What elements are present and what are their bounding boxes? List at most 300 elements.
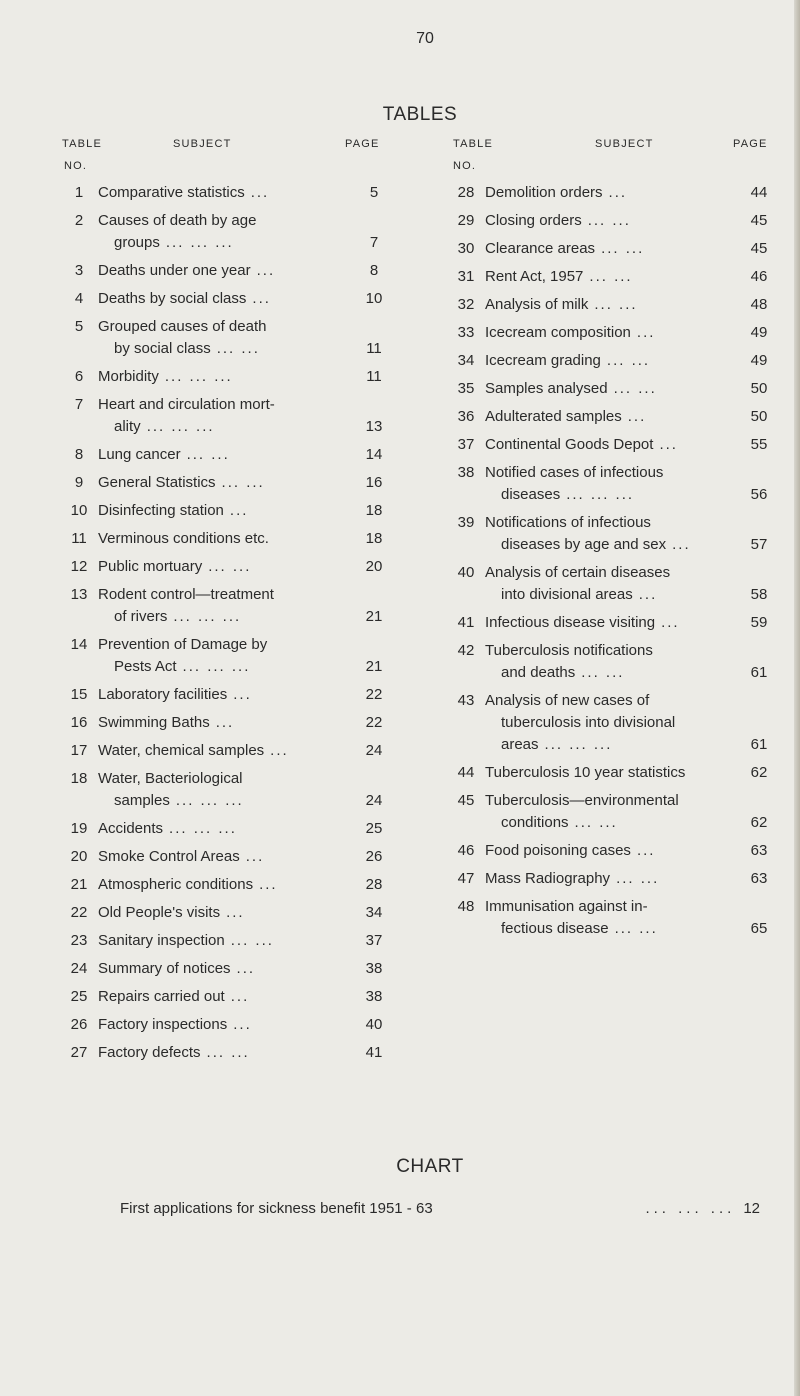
table-subject [485, 762, 743, 784]
subject-line [98, 288, 352, 310]
subject-line [485, 762, 737, 784]
subject-line [485, 406, 737, 428]
subject-line [98, 260, 352, 282]
table-page-number: 45 [750, 212, 768, 229]
leader-dots: ... ... [606, 352, 651, 369]
table-page-number: 28 [365, 876, 383, 893]
subject-line [98, 394, 352, 416]
subject-text: General Statistics [98, 474, 216, 491]
table-number: 4 [74, 290, 84, 307]
subject-text: diseases [501, 486, 561, 503]
table-entry [60, 930, 390, 952]
table-subject [485, 210, 743, 232]
table-entry [60, 874, 390, 896]
subject-text: Rent Act, 1957 [485, 268, 584, 285]
leader-dots: ... [659, 436, 678, 453]
subject-text: and deaths [501, 664, 576, 681]
subject-line [98, 472, 352, 494]
table-entry [60, 210, 390, 254]
page-edge [794, 0, 800, 1396]
leader-dots: ... [638, 586, 658, 603]
subject-text: Closing orders [485, 212, 582, 229]
table-subject [98, 930, 358, 952]
header-table: TABLE [62, 138, 103, 150]
table-entry [447, 378, 775, 400]
subject-line [98, 528, 352, 550]
leader-dots: ... [672, 536, 691, 553]
subject-line [485, 812, 737, 834]
leader-dots: ... ... [613, 380, 657, 397]
table-number: 34 [457, 352, 475, 369]
subject-line [98, 1042, 352, 1064]
table-subject [98, 584, 358, 628]
table-subject [485, 378, 743, 400]
table-number: 18 [70, 770, 88, 787]
table-page-number: 61 [750, 736, 768, 753]
table-number: 28 [457, 184, 475, 201]
table-subject [485, 896, 743, 940]
table-number: 6 [74, 368, 84, 385]
chart-entry-dots: ... ... ... [645, 1200, 736, 1217]
page-number: 70 [416, 30, 434, 47]
subject-line [485, 712, 737, 734]
subject-text: Samples analysed [485, 380, 608, 397]
table-page-number: 37 [365, 932, 383, 949]
table-entry [447, 612, 775, 634]
leader-dots: ... [661, 614, 680, 631]
table-page-number: 48 [750, 296, 768, 313]
table-number: 15 [70, 686, 88, 703]
table-page-number: 11 [366, 368, 382, 385]
table-number: 13 [70, 586, 88, 603]
table-number: 7 [74, 396, 84, 413]
table-page-number: 16 [365, 474, 383, 491]
subject-line [485, 918, 737, 940]
subject-text: Grouped causes of death [98, 318, 267, 335]
table-subject [485, 790, 743, 834]
table-subject [485, 182, 743, 204]
leader-dots: ... [270, 742, 289, 759]
subject-text: diseases by age and sex [501, 536, 667, 553]
table-number: 30 [457, 240, 475, 257]
table-number: 44 [457, 764, 475, 781]
subject-text: Repairs carried out [98, 988, 225, 1005]
table-subject [485, 294, 743, 316]
subject-text: fectious disease [501, 920, 609, 937]
subject-text: Analysis of new cases of [485, 692, 650, 709]
table-subject [485, 266, 743, 288]
subject-line [485, 790, 737, 812]
table-number: 1 [74, 184, 84, 201]
table-number: 9 [74, 474, 84, 491]
leader-dots: ... [226, 904, 245, 921]
table-number: 10 [70, 502, 88, 519]
table-page-number: 44 [750, 184, 768, 201]
table-page-number: 55 [750, 436, 768, 453]
subject-line [485, 210, 737, 232]
subject-line [485, 462, 737, 484]
leader-dots: ... ... [587, 212, 631, 229]
table-page-number: 56 [750, 486, 768, 503]
table-page-number: 11 [366, 340, 382, 357]
subject-text: Continental Goods Depot [485, 436, 654, 453]
subject-line [485, 238, 737, 260]
subject-text: Disinfecting station [98, 502, 224, 519]
table-page-number: 25 [365, 820, 383, 837]
leader-dots: ... ... [589, 268, 633, 285]
leader-dots: ... [230, 988, 250, 1005]
table-number: 37 [457, 436, 475, 453]
leader-dots: ... ... [208, 558, 252, 575]
leader-dots: ... [252, 290, 271, 307]
table-number: 8 [74, 446, 84, 463]
table-number: 20 [70, 848, 88, 865]
subject-text: Morbidity [98, 368, 159, 385]
table-subject [98, 556, 358, 578]
subject-line [98, 500, 352, 522]
table-page-number: 63 [750, 842, 768, 859]
subject-line [98, 656, 352, 678]
table-entry [447, 210, 775, 232]
leader-dots: ... ... [206, 1044, 250, 1061]
subject-line [98, 556, 352, 578]
subject-line [98, 366, 352, 388]
subject-text: ality [114, 418, 141, 435]
table-subject [98, 684, 358, 706]
subject-line [98, 634, 352, 656]
subject-line [98, 740, 352, 762]
table-number: 17 [70, 742, 88, 759]
leader-dots: ... [256, 262, 276, 279]
table-subject [485, 612, 743, 634]
table-entry [60, 288, 390, 310]
subject-text: by social class [114, 340, 211, 357]
leader-dots: ... ... [574, 814, 618, 831]
table-number: 36 [457, 408, 475, 425]
subject-text: Verminous conditions etc. [98, 530, 269, 547]
table-number: 38 [457, 464, 475, 481]
leader-dots: ... [636, 324, 656, 341]
leader-dots: ... ... [581, 664, 625, 681]
table-subject [98, 528, 358, 550]
subject-text: Analysis of certain diseases [485, 564, 671, 581]
table-subject [485, 462, 743, 506]
subject-line [98, 712, 352, 734]
table-subject [98, 634, 358, 678]
table-number: 11 [71, 530, 87, 547]
subject-text: Notifications of infectious [485, 514, 651, 531]
table-entry [60, 444, 390, 466]
table-page-number: 13 [365, 418, 383, 435]
subject-text: Deaths under one year [98, 262, 251, 279]
table-entry [60, 818, 390, 840]
table-entry [60, 366, 390, 388]
table-subject [98, 260, 358, 282]
subject-line [485, 294, 737, 316]
table-number: 32 [457, 296, 475, 313]
subject-text: Sanitary inspection [98, 932, 225, 949]
subject-text: Rodent control—treatment [98, 586, 274, 603]
subject-text: Water, chemical samples [98, 742, 265, 759]
subject-text: Lung cancer [98, 446, 181, 463]
subject-line [98, 684, 352, 706]
subject-line [485, 182, 737, 204]
table-entry [447, 690, 775, 756]
table-subject [98, 316, 358, 360]
subject-line [98, 986, 352, 1008]
subject-line [485, 512, 737, 534]
table-number: 14 [70, 636, 88, 653]
table-entry [60, 472, 390, 494]
table-entry [447, 640, 775, 684]
table-subject [485, 434, 743, 456]
header-page: PAGE [733, 138, 768, 150]
subject-line [485, 584, 737, 606]
leader-dots: ... ... ... [544, 736, 613, 753]
table-number: 12 [70, 558, 88, 575]
table-entry [447, 266, 775, 288]
table-entry [60, 316, 390, 360]
table-subject [98, 768, 358, 812]
table-subject [98, 366, 358, 388]
table-page-number: 21 [365, 608, 383, 625]
table-number: 5 [74, 318, 84, 335]
header-subject: SUBJECT [173, 138, 232, 150]
table-page-number: 57 [750, 536, 768, 553]
subject-text: Infectious disease visiting [485, 614, 656, 631]
subject-text: Public mortuary [98, 558, 203, 575]
table-number: 19 [70, 820, 88, 837]
subject-text: Tuberculosis notifications [485, 642, 653, 659]
subject-line [485, 690, 737, 712]
leader-dots: ... ... ... [164, 368, 233, 385]
table-page-number: 7 [369, 234, 379, 251]
header-no: NO. [453, 160, 477, 172]
table-page-number: 49 [750, 324, 768, 341]
table-page-number: 10 [365, 290, 383, 307]
subject-line [98, 316, 352, 338]
subject-line [485, 896, 737, 918]
table-number: 21 [70, 876, 88, 893]
table-entry [60, 986, 390, 1008]
subject-line [485, 640, 737, 662]
table-entry [60, 528, 390, 550]
table-entry [447, 762, 775, 784]
table-subject [485, 868, 743, 890]
leader-dots: ... ... [216, 340, 260, 357]
leader-dots: ... ... [230, 932, 274, 949]
table-page-number: 22 [365, 714, 383, 731]
column-header-row-2 [447, 160, 775, 182]
table-page-number: 22 [365, 686, 383, 703]
table-page-number: 38 [365, 988, 383, 1005]
leader-dots: ... [627, 408, 647, 425]
table-page-number: 18 [365, 530, 383, 547]
table-subject [485, 350, 743, 372]
tables-column-left [60, 138, 390, 1070]
table-entry [447, 896, 775, 940]
subject-text: Deaths by social class [98, 290, 247, 307]
subject-line [98, 584, 352, 606]
table-subject [98, 958, 358, 980]
table-number: 39 [457, 514, 475, 531]
subject-text: Factory defects [98, 1044, 201, 1061]
table-page-number: 65 [750, 920, 768, 937]
table-subject [98, 740, 358, 762]
leader-dots: ... ... [594, 296, 638, 313]
column-header-row [60, 138, 390, 160]
subject-text: Prevention of Damage by [98, 636, 268, 653]
subject-text: tuberculosis into divisional [501, 714, 676, 731]
leader-dots: ... [229, 502, 249, 519]
subject-line [485, 534, 737, 556]
subject-text: Smoke Control Areas [98, 848, 240, 865]
subject-text: Factory inspections [98, 1016, 228, 1033]
table-number: 3 [74, 262, 84, 279]
table-subject [98, 846, 358, 868]
tables-heading: TABLES [382, 104, 458, 125]
table-entry [447, 238, 775, 260]
subject-line [98, 1014, 352, 1036]
table-subject [485, 238, 743, 260]
subject-text: Icecream composition [485, 324, 631, 341]
subject-text: into divisional areas [501, 586, 633, 603]
subject-line [98, 902, 352, 924]
leader-dots: ... ... ... [165, 234, 234, 251]
table-page-number: 21 [365, 658, 383, 675]
leader-dots: ... ... [614, 920, 658, 937]
table-entry [60, 500, 390, 522]
subject-line [485, 434, 737, 456]
subject-line [485, 350, 737, 372]
column-header-row [447, 138, 775, 160]
chart-entry-text: First applications for sickness benefit 1951 - 63 [120, 1200, 433, 1217]
table-number: 47 [457, 870, 475, 887]
table-entry [60, 260, 390, 282]
subject-text: Notified cases of infectious [485, 464, 664, 481]
table-number: 33 [457, 324, 475, 341]
table-entry [447, 868, 775, 890]
table-entry [60, 1042, 390, 1064]
leader-dots: ... ... [221, 474, 265, 491]
table-number: 24 [70, 960, 88, 977]
table-number: 2 [74, 212, 84, 229]
table-subject [485, 322, 743, 344]
subject-text: Causes of death by age [98, 212, 257, 229]
table-page-number: 8 [369, 262, 379, 279]
table-entry [60, 684, 390, 706]
table-page-number: 24 [365, 742, 383, 759]
table-number: 42 [457, 642, 475, 659]
table-number: 27 [70, 1044, 88, 1061]
table-subject [98, 210, 358, 254]
leader-dots: ... ... ... [173, 608, 242, 625]
table-subject [485, 562, 743, 606]
subject-line [485, 734, 737, 756]
table-list-right [447, 182, 775, 940]
table-entry [60, 556, 390, 578]
table-entry [447, 294, 775, 316]
subject-line [485, 266, 737, 288]
table-subject [98, 712, 358, 734]
subject-line [485, 868, 737, 890]
table-entry [60, 846, 390, 868]
table-subject [485, 640, 743, 684]
table-number: 48 [457, 898, 475, 915]
table-entry [447, 434, 775, 456]
table-page-number: 58 [750, 586, 768, 603]
table-entry [60, 902, 390, 924]
table-entry [447, 182, 775, 204]
subject-line [485, 662, 737, 684]
chart-entry-page: 12 [743, 1200, 760, 1217]
subject-text: of rivers [114, 608, 168, 625]
subject-text: Laboratory facilities [98, 686, 228, 703]
table-subject [98, 394, 358, 438]
subject-line [98, 232, 352, 254]
table-subject [485, 406, 743, 428]
table-entry [447, 562, 775, 606]
subject-text: Tuberculosis 10 year statistics [485, 764, 686, 781]
leader-dots: ... [233, 1016, 252, 1033]
table-entry [447, 840, 775, 862]
table-entry [447, 462, 775, 506]
table-number: 45 [457, 792, 475, 809]
leader-dots: ... ... ... [182, 658, 251, 675]
subject-text: Water, Bacteriological [98, 770, 243, 787]
table-entry [60, 634, 390, 678]
table-number: 35 [457, 380, 475, 397]
leader-dots: ... [250, 184, 270, 201]
subject-text: Comparative statistics [98, 184, 245, 201]
leader-dots: ... ... ... [146, 418, 215, 435]
leader-dots: ... [245, 848, 265, 865]
table-page-number: 24 [365, 792, 383, 809]
table-subject [98, 818, 358, 840]
subject-text: Swimming Baths [98, 714, 210, 731]
table-number: 16 [70, 714, 88, 731]
table-entry [447, 322, 775, 344]
subject-text: conditions [501, 814, 569, 831]
subject-text: Mass Radiography [485, 870, 611, 887]
table-entry [60, 584, 390, 628]
subject-line [98, 874, 352, 896]
tables-column-right [447, 138, 775, 946]
table-page-number: 49 [750, 352, 768, 369]
table-page-number: 45 [750, 240, 768, 257]
subject-line [485, 562, 737, 584]
table-subject [98, 472, 358, 494]
table-number: 29 [457, 212, 475, 229]
subject-text: Clearance areas [485, 240, 596, 257]
header-page: PAGE [345, 138, 380, 150]
table-subject [98, 1042, 358, 1064]
table-entry [60, 740, 390, 762]
subject-text: Summary of notices [98, 960, 231, 977]
table-page-number: 63 [750, 870, 768, 887]
subject-text: Accidents [98, 820, 164, 837]
subject-line [485, 612, 737, 634]
subject-line [98, 210, 352, 232]
table-entry [447, 512, 775, 556]
table-number: 31 [457, 268, 475, 285]
table-number: 43 [457, 692, 475, 709]
table-page-number: 59 [750, 614, 768, 631]
subject-line [98, 416, 352, 438]
table-entry [60, 712, 390, 734]
table-number: 40 [457, 564, 475, 581]
subject-text: Demolition orders [485, 184, 603, 201]
